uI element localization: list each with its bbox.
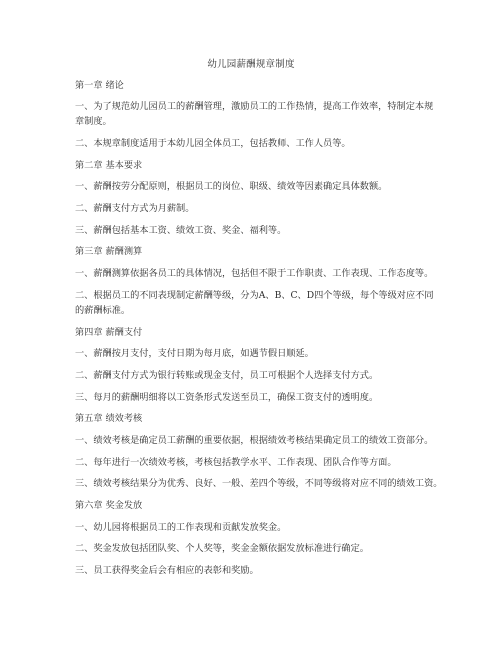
document-title: 幼儿园薪酬规章制度 <box>207 59 295 70</box>
chapter-4-heading: 第四章 薪酬支付 <box>75 327 143 338</box>
paragraph-line: 二、每年进行一次绩效考核，考核包括教学水平、工作表现、团队合作等方面。 <box>75 457 397 468</box>
paragraph-line: 一、为了规范幼儿园员工的薪酬管理，激励员工的工作热情，提高工作效率，特制定本规 <box>75 101 434 112</box>
chapter-6-heading: 第六章 奖金发放 <box>75 500 143 511</box>
chapter-1-heading: 第一章 绪论 <box>75 80 124 91</box>
paragraph-line: 一、薪酬按月支付，支付日期为每月底，如遇节假日顺延。 <box>75 348 314 359</box>
paragraph-line: 二、薪酬支付方式为月薪制。 <box>75 203 195 214</box>
paragraph-line: 的薪酬标准。 <box>75 305 131 316</box>
paragraph-line: 三、每月的薪酬明细将以工资条形式发送至员工，确保工资支付的透明度。 <box>75 392 379 403</box>
paragraph-line: 二、奖金发放包括团队奖、个人奖等，奖金金额依据发放标准进行确定。 <box>75 543 369 554</box>
chapter-2-heading: 第二章 基本要求 <box>75 160 143 171</box>
paragraph-line: 一、绩效考核是确定员工薪酬的重要依据，根据绩效考核结果确定员工的绩效工资部分。 <box>75 435 434 446</box>
paragraph-line: 三、员工获得奖金后会有相应的表彰和奖励。 <box>75 565 259 576</box>
paragraph-line: 章制度。 <box>75 116 112 127</box>
paragraph-line: 一、幼儿园将根据员工的工作表现和贡献发放奖金。 <box>75 522 287 533</box>
paragraph-line: 三、绩效考核结果分为优秀、良好、一般、差四个等级，不同等级将对应不同的绩效工资。 <box>75 478 443 489</box>
paragraph-line: 三、薪酬包括基本工资、绩效工资、奖金、福利等。 <box>75 225 287 236</box>
paragraph-line: 二、本规章制度适用于本幼儿园全体员工，包括教师、工作人员等。 <box>75 138 351 149</box>
paragraph-line: 二、薪酬支付方式为银行转账或现金支付，员工可根据个人选择支付方式。 <box>75 370 379 381</box>
chapter-5-heading: 第五章 绩效考核 <box>75 413 143 424</box>
paragraph-line: 二、根据员工的不同表现制定薪酬等级，分为A、B、C、D四个等级，每个等级对应不同 <box>75 290 434 301</box>
paragraph-line: 一、薪酬测算依据各员工的具体情况，包括但不限于工作职责、工作表现、工作态度等。 <box>75 268 434 279</box>
chapter-3-heading: 第三章 薪酬测算 <box>75 246 143 257</box>
paragraph-line: 一、薪酬按劳分配原则，根据员工的岗位、职级、绩效等因素确定具体数额。 <box>75 181 388 192</box>
